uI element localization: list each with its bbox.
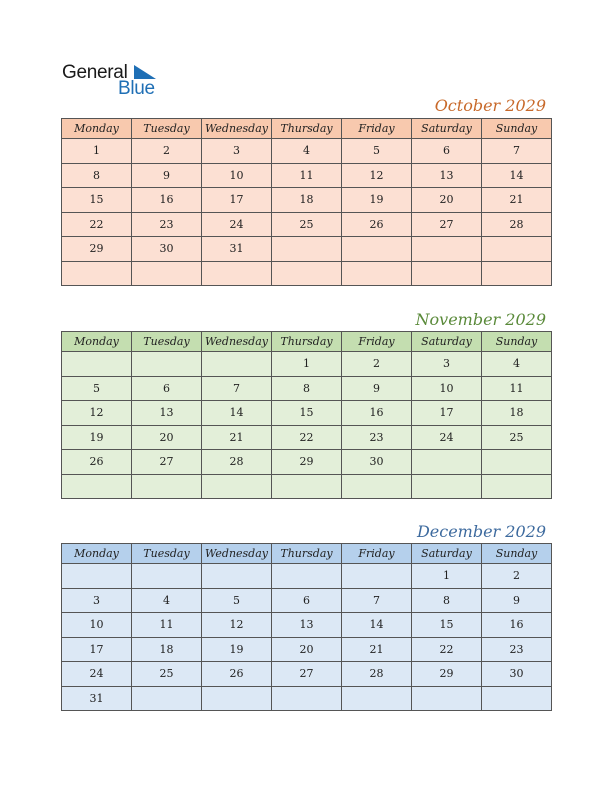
day-cell: 19: [62, 425, 132, 450]
day-cell: 28: [202, 450, 272, 475]
day-cell: 15: [62, 188, 132, 213]
day-cell: [202, 261, 272, 286]
day-cell: 24: [62, 662, 132, 687]
logo-triangle-icon: [134, 65, 156, 79]
day-cell: 18: [272, 188, 342, 213]
day-cell: 3: [62, 588, 132, 613]
day-cell: [62, 352, 132, 377]
day-cell: 28: [482, 212, 552, 237]
weekday-header-friday: Friday: [342, 119, 412, 139]
weekday-header-wednesday: Wednesday: [202, 332, 272, 352]
day-cell: 23: [132, 212, 202, 237]
day-cell: [342, 261, 412, 286]
day-cell: 18: [482, 401, 552, 426]
day-cell: 19: [202, 637, 272, 662]
weekday-header-friday: Friday: [342, 332, 412, 352]
day-cell: 27: [412, 212, 482, 237]
weekday-header-row: [62, 332, 552, 352]
day-cell: 10: [202, 163, 272, 188]
day-cell: 19: [342, 188, 412, 213]
day-cell: 9: [132, 163, 202, 188]
week-row: [62, 564, 552, 589]
weekday-header-saturday: Saturday: [412, 119, 482, 139]
day-cell: 22: [62, 212, 132, 237]
weekday-header-sunday: Sunday: [482, 332, 552, 352]
day-cell: 17: [202, 188, 272, 213]
day-cell: 22: [272, 425, 342, 450]
week-row: [62, 261, 552, 286]
day-cell: 9: [482, 588, 552, 613]
day-cell: 11: [132, 613, 202, 638]
weekday-header-thursday: Thursday: [272, 332, 342, 352]
day-cell: 27: [272, 662, 342, 687]
day-cell: 30: [342, 450, 412, 475]
weekday-header-row: [62, 544, 552, 564]
day-cell: 2: [132, 139, 202, 164]
day-cell: 15: [272, 401, 342, 426]
day-cell: 29: [412, 662, 482, 687]
day-cell: 16: [342, 401, 412, 426]
day-cell: 9: [342, 376, 412, 401]
day-cell: 13: [132, 401, 202, 426]
day-cell: 13: [272, 613, 342, 638]
day-cell: 8: [272, 376, 342, 401]
weekday-header-tuesday: Tuesday: [132, 332, 202, 352]
calendar-december: [61, 543, 552, 711]
day-cell: [272, 237, 342, 262]
week-row: [62, 588, 552, 613]
month-title-october: October 2029: [434, 96, 546, 115]
day-cell: 11: [272, 163, 342, 188]
weekday-header-monday: Monday: [62, 544, 132, 564]
weekday-header-thursday: Thursday: [272, 119, 342, 139]
logo-word-blue: Blue: [118, 78, 155, 99]
weekday-header-thursday: Thursday: [272, 544, 342, 564]
weekday-header-wednesday: Wednesday: [202, 119, 272, 139]
day-cell: 31: [202, 237, 272, 262]
day-cell: [132, 261, 202, 286]
day-cell: [132, 352, 202, 377]
day-cell: [342, 474, 412, 499]
weekday-header-saturday: Saturday: [412, 332, 482, 352]
day-cell: [482, 261, 552, 286]
day-cell: 25: [272, 212, 342, 237]
day-cell: 28: [342, 662, 412, 687]
day-cell: [202, 564, 272, 589]
weekday-header-saturday: Saturday: [412, 544, 482, 564]
day-cell: 23: [482, 637, 552, 662]
day-cell: 2: [342, 352, 412, 377]
day-cell: 24: [412, 425, 482, 450]
day-cell: [272, 474, 342, 499]
day-cell: 11: [482, 376, 552, 401]
day-cell: 7: [482, 139, 552, 164]
day-cell: [412, 474, 482, 499]
week-row: [62, 662, 552, 687]
day-cell: 18: [132, 637, 202, 662]
weekday-header-sunday: Sunday: [482, 119, 552, 139]
day-cell: 25: [482, 425, 552, 450]
day-cell: 5: [342, 139, 412, 164]
day-cell: [412, 261, 482, 286]
day-cell: 21: [342, 637, 412, 662]
weekday-header-monday: Monday: [62, 119, 132, 139]
day-cell: 12: [342, 163, 412, 188]
day-cell: [202, 352, 272, 377]
day-cell: 8: [62, 163, 132, 188]
day-cell: 6: [412, 139, 482, 164]
weekday-header-tuesday: Tuesday: [132, 544, 202, 564]
day-cell: 15: [412, 613, 482, 638]
day-cell: 3: [412, 352, 482, 377]
day-cell: 27: [132, 450, 202, 475]
day-cell: 26: [202, 662, 272, 687]
day-cell: 10: [62, 613, 132, 638]
day-cell: 6: [132, 376, 202, 401]
week-row: [62, 163, 552, 188]
day-cell: 17: [412, 401, 482, 426]
day-cell: [62, 261, 132, 286]
day-cell: 8: [412, 588, 482, 613]
day-cell: 30: [482, 662, 552, 687]
day-cell: 14: [342, 613, 412, 638]
day-cell: [482, 686, 552, 711]
weekday-header-sunday: Sunday: [482, 544, 552, 564]
day-cell: 6: [272, 588, 342, 613]
day-cell: 22: [412, 637, 482, 662]
month-title-december: December 2029: [416, 522, 546, 541]
calendar-november: [61, 331, 552, 499]
day-cell: [62, 564, 132, 589]
day-cell: 5: [202, 588, 272, 613]
day-cell: 14: [482, 163, 552, 188]
week-row: [62, 401, 552, 426]
week-row: [62, 188, 552, 213]
day-cell: 1: [412, 564, 482, 589]
day-cell: 26: [62, 450, 132, 475]
day-cell: [482, 474, 552, 499]
day-cell: [272, 261, 342, 286]
day-cell: [202, 686, 272, 711]
day-cell: [132, 686, 202, 711]
weekday-header-row: [62, 119, 552, 139]
day-cell: 25: [132, 662, 202, 687]
week-row: [62, 425, 552, 450]
week-row: [62, 637, 552, 662]
day-cell: 29: [62, 237, 132, 262]
week-row: [62, 139, 552, 164]
week-row: [62, 686, 552, 711]
week-row: [62, 212, 552, 237]
day-cell: [482, 237, 552, 262]
day-cell: [62, 474, 132, 499]
week-row: [62, 237, 552, 262]
logo-word-general: General: [62, 62, 128, 83]
day-cell: [272, 564, 342, 589]
day-cell: [272, 686, 342, 711]
day-cell: 4: [272, 139, 342, 164]
day-cell: 24: [202, 212, 272, 237]
day-cell: [412, 450, 482, 475]
logo: [62, 62, 162, 102]
day-cell: [342, 564, 412, 589]
day-cell: [412, 686, 482, 711]
day-cell: 23: [342, 425, 412, 450]
week-row: [62, 474, 552, 499]
day-cell: 7: [202, 376, 272, 401]
week-row: [62, 352, 552, 377]
day-cell: 17: [62, 637, 132, 662]
week-row: [62, 450, 552, 475]
weekday-header-wednesday: Wednesday: [202, 544, 272, 564]
calendar-october: [61, 118, 552, 286]
day-cell: 30: [132, 237, 202, 262]
day-cell: 16: [482, 613, 552, 638]
day-cell: 1: [62, 139, 132, 164]
day-cell: 3: [202, 139, 272, 164]
day-cell: 31: [62, 686, 132, 711]
day-cell: 12: [62, 401, 132, 426]
day-cell: [412, 237, 482, 262]
day-cell: 7: [342, 588, 412, 613]
day-cell: 20: [272, 637, 342, 662]
week-row: [62, 376, 552, 401]
day-cell: 29: [272, 450, 342, 475]
day-cell: 4: [482, 352, 552, 377]
week-row: [62, 613, 552, 638]
weekday-header-monday: Monday: [62, 332, 132, 352]
day-cell: [202, 474, 272, 499]
day-cell: 5: [62, 376, 132, 401]
day-cell: [342, 686, 412, 711]
weekday-header-tuesday: Tuesday: [132, 119, 202, 139]
month-title-november: November 2029: [415, 310, 546, 329]
day-cell: 26: [342, 212, 412, 237]
day-cell: 2: [482, 564, 552, 589]
day-cell: [132, 474, 202, 499]
day-cell: 21: [202, 425, 272, 450]
day-cell: 1: [272, 352, 342, 377]
day-cell: 20: [412, 188, 482, 213]
weekday-header-friday: Friday: [342, 544, 412, 564]
day-cell: 4: [132, 588, 202, 613]
day-cell: 20: [132, 425, 202, 450]
day-cell: [482, 450, 552, 475]
day-cell: 14: [202, 401, 272, 426]
day-cell: 16: [132, 188, 202, 213]
day-cell: 21: [482, 188, 552, 213]
day-cell: 10: [412, 376, 482, 401]
day-cell: [132, 564, 202, 589]
day-cell: 13: [412, 163, 482, 188]
day-cell: [342, 237, 412, 262]
day-cell: 12: [202, 613, 272, 638]
